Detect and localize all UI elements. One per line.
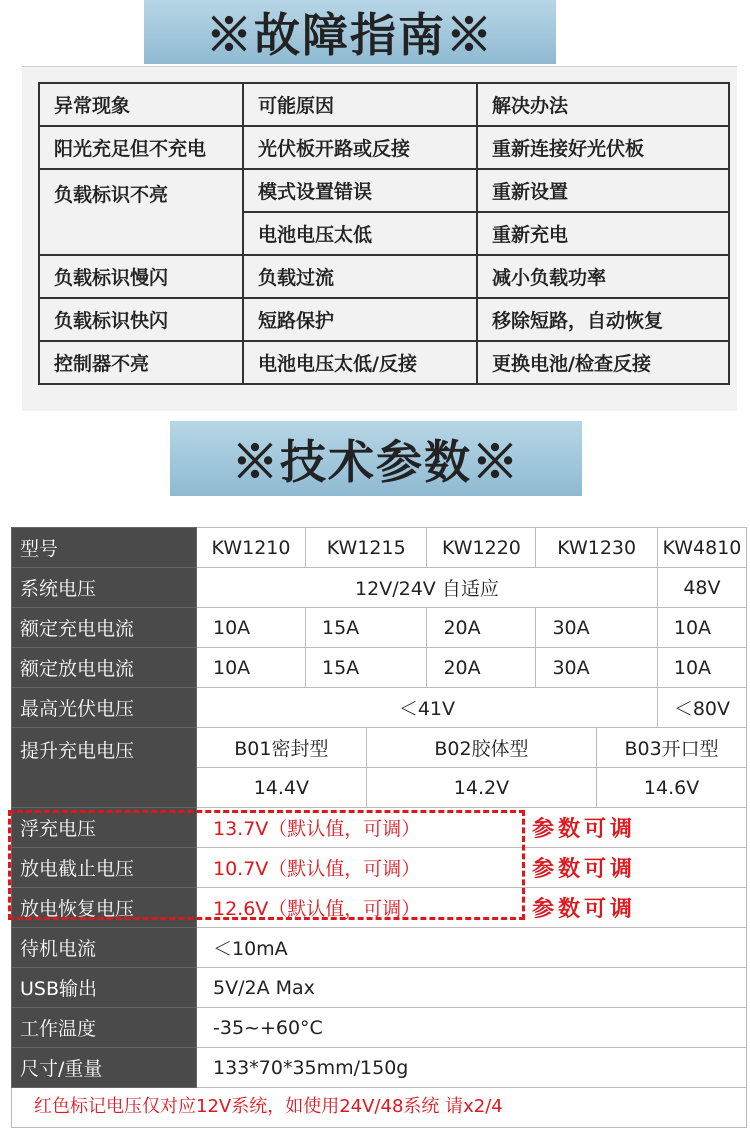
table-cell: 模式设置错误 xyxy=(243,169,477,212)
table-cell: 12.6V（默认值，可调） xyxy=(197,888,747,928)
table-cell: 电池电压太低/反接 xyxy=(243,341,477,384)
footer-note: 红色标记电压仅对应12V系统，如使用24V/48系统 请x2/4 xyxy=(11,1088,747,1128)
row-label: USB输出 xyxy=(12,968,197,1008)
table-cell: 10A xyxy=(197,648,306,688)
table-cell: 20A xyxy=(427,648,536,688)
adjustable-note: 参数可调 xyxy=(532,816,637,842)
table-cell: 10A xyxy=(197,608,306,648)
table-row xyxy=(12,1048,747,1088)
table-cell: -35~+60°C xyxy=(197,1008,747,1048)
fault-table xyxy=(38,82,730,385)
tech-spec-banner xyxy=(170,421,582,496)
table-cell: 控制器不亮 xyxy=(39,341,243,384)
table-row xyxy=(39,255,729,298)
row-label: 型号 xyxy=(12,528,197,568)
table-cell: 10A xyxy=(657,648,746,688)
table-row xyxy=(12,728,747,768)
table-cell: 20A xyxy=(427,608,536,648)
table-row xyxy=(12,688,747,728)
row-label: 额定充电电流 xyxy=(12,608,197,648)
table-cell: 重新连接好光伏板 xyxy=(477,126,729,169)
table-cell: 电池电压太低 xyxy=(243,212,477,255)
table-cell: ＜10mA xyxy=(197,928,747,968)
model-cell: KW4810 xyxy=(657,528,746,568)
table-cell: 负载标识不亮 xyxy=(39,169,243,255)
model-cell: KW1220 xyxy=(427,528,536,568)
table-cell: 30A xyxy=(536,608,657,648)
adjustable-note: 参数可调 xyxy=(532,896,637,922)
table-header: 异常现象 xyxy=(39,83,243,126)
row-label: 工作温度 xyxy=(12,1008,197,1048)
table-row xyxy=(12,568,747,608)
table-cell: 14.4V xyxy=(197,768,367,808)
row-label: 放电截止电压 xyxy=(12,848,197,888)
table-row xyxy=(39,83,729,126)
table-cell: 30A xyxy=(536,648,657,688)
table-cell: 负载标识快闪 xyxy=(39,298,243,341)
table-header: 解决办法 xyxy=(477,83,729,126)
row-label: 待机电流 xyxy=(12,928,197,968)
row-label: 浮充电压 xyxy=(12,808,197,848)
table-cell: B01密封型 xyxy=(197,728,367,768)
table-cell: 14.2V xyxy=(366,768,596,808)
table-row xyxy=(12,968,747,1008)
table-cell: 短路保护 xyxy=(243,298,477,341)
table-row xyxy=(39,341,729,384)
table-cell: B03开口型 xyxy=(597,728,747,768)
table-cell: 重新设置 xyxy=(477,169,729,212)
table-cell: ＜80V xyxy=(657,688,746,728)
model-cell: KW1230 xyxy=(536,528,657,568)
table-cell: 15A xyxy=(306,648,427,688)
table-cell: 负载过流 xyxy=(243,255,477,298)
table-cell: 12V/24V 自适应 xyxy=(197,568,658,608)
row-label: 额定放电电流 xyxy=(12,648,197,688)
table-cell: 减小负载功率 xyxy=(477,255,729,298)
tech-spec-title: ※技术参数※ xyxy=(232,434,520,489)
table-cell: 14.6V xyxy=(597,768,747,808)
table-cell: 负载标识慢闪 xyxy=(39,255,243,298)
fault-guide-banner xyxy=(144,0,556,64)
table-cell: 光伏板开路或反接 xyxy=(243,126,477,169)
table-row xyxy=(12,528,747,568)
table-cell: ＜41V xyxy=(197,688,658,728)
table-row xyxy=(12,928,747,968)
table-row xyxy=(39,298,729,341)
row-label: 放电恢复电压 xyxy=(12,888,197,928)
row-label: 提升充电电压 xyxy=(12,728,197,808)
row-label: 最高光伏电压 xyxy=(12,688,197,728)
adjustable-note: 参数可调 xyxy=(532,856,637,882)
table-cell: 更换电池/检查反接 xyxy=(477,341,729,384)
table-cell: 移除短路，自动恢复 xyxy=(477,298,729,341)
table-cell: 13.7V（默认值，可调） xyxy=(197,808,747,848)
fault-guide-title: ※故障指南※ xyxy=(206,8,494,62)
table-row xyxy=(39,169,729,212)
adjustable-highlight-box xyxy=(8,810,525,920)
table-cell: B02胶体型 xyxy=(366,728,596,768)
table-cell: 15A xyxy=(306,608,427,648)
table-cell: 5V/2A Max xyxy=(197,968,747,1008)
table-cell: 重新充电 xyxy=(477,212,729,255)
row-label: 尺寸/重量 xyxy=(12,1048,197,1088)
table-row xyxy=(12,608,747,648)
table-row xyxy=(12,648,747,688)
table-row xyxy=(12,1008,747,1048)
table-row xyxy=(39,126,729,169)
table-cell: 133*70*35mm/150g xyxy=(197,1048,747,1088)
table-cell: 10A xyxy=(657,608,746,648)
table-cell: 阳光充足但不充电 xyxy=(39,126,243,169)
table-cell: 48V xyxy=(657,568,746,608)
row-label: 系统电压 xyxy=(12,568,197,608)
model-cell: KW1210 xyxy=(197,528,306,568)
table-cell: 10.7V（默认值，可调） xyxy=(197,848,747,888)
table-header: 可能原因 xyxy=(243,83,477,126)
spec-table xyxy=(11,527,747,1088)
model-cell: KW1215 xyxy=(306,528,427,568)
